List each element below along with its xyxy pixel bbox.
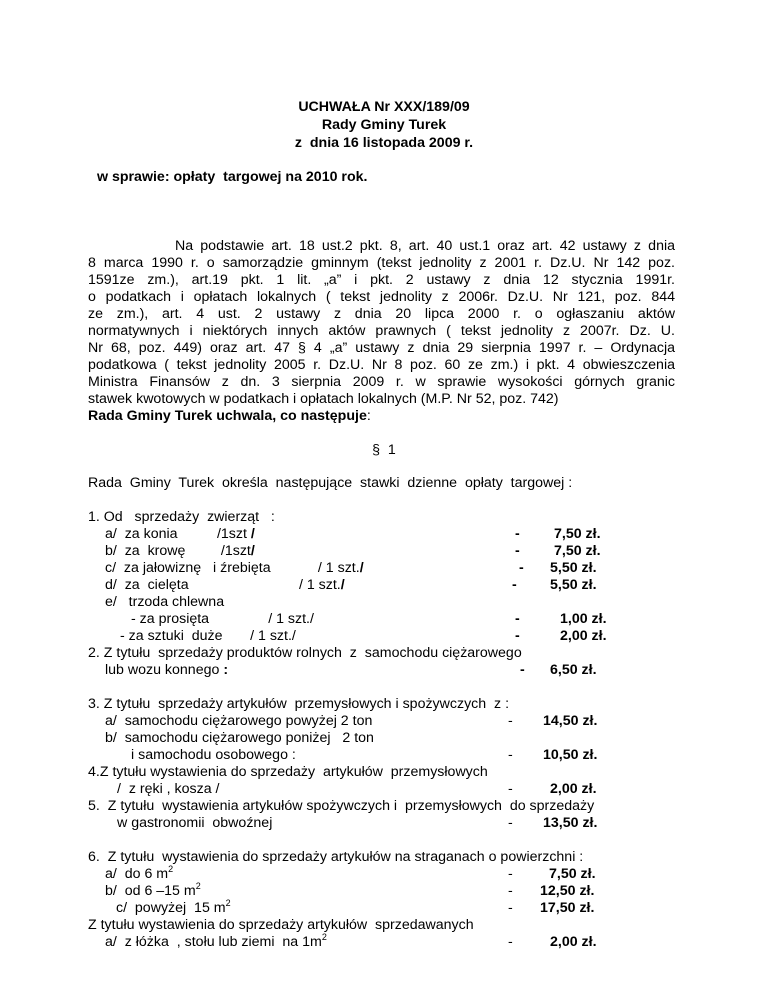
item-1b-slash: / <box>250 543 255 559</box>
price-dash: - <box>508 883 513 899</box>
item-7-heading: Z tytułu wystawienia do sprzedaży artykułów sprzedawanych <box>88 917 474 933</box>
price-item-6c: 17,50 zł. <box>540 900 595 916</box>
item-6c-text: c/ powyżej 15 m <box>116 900 226 916</box>
price-item-1d: 5,50 zł. <box>550 577 597 593</box>
preamble-line: Na podstawie art. 18 ust.2 pkt. 8, art. 40 ust.1 oraz art. 42 ustawy z dnia <box>175 238 675 254</box>
price-item-5: 13,50 zł. <box>543 815 598 831</box>
preamble-line: 1591ze zm.), art.19 pkt. 1 lit. „a” i pkt. 2 ustawy z dnia 12 stycznia 1991r. <box>88 272 675 288</box>
section-mark: § 1 <box>372 442 396 458</box>
item-3b: b/ samochodu ciężarowego poniżej 2 ton <box>105 730 374 746</box>
item-1c <box>105 560 364 577</box>
item-1e-large: - za sztuki duże / 1 szt./ <box>120 628 296 644</box>
price-item-1a: 7,50 zł. <box>554 526 601 542</box>
document-title: UCHWAŁA Nr XXX/189/09 <box>298 99 470 115</box>
price-item-3b: 10,50 zł. <box>543 747 598 763</box>
price-dash: - <box>520 662 525 678</box>
item-3a: a/ samochodu ciężarowego powyżej 2 ton <box>105 713 373 729</box>
price-item-1e-large: 2,00 zł. <box>560 628 607 644</box>
item-1e-piglets: - za prosięta / 1 szt./ <box>131 611 314 627</box>
item-1d-slash: / <box>340 577 345 593</box>
price-item-6a: 7,50 zł. <box>549 866 596 882</box>
item-6b-text: b/ od 6 –15 m <box>105 883 196 899</box>
item-6a-text: a/ do 6 m <box>105 866 169 882</box>
price-dash: - <box>508 781 513 797</box>
item-4-heading: 4.Z tytułu wystawienia do sprzedaży artykułów przemysłowych <box>88 764 488 780</box>
price-item-1b: 7,50 zł. <box>554 543 601 559</box>
price-dash: - <box>508 866 513 882</box>
price-item-2: 6,50 zł. <box>550 662 597 678</box>
item-1a-text: a/ za konia /1szt <box>105 526 247 542</box>
price-dash: - <box>515 526 520 542</box>
item-6c-sup: 2 <box>225 898 231 908</box>
price-item-1c: 5,50 zł. <box>550 560 597 576</box>
price-item-6b: 12,50 zł. <box>540 883 595 899</box>
price-dash: - <box>512 577 517 593</box>
item-7a <box>105 934 327 951</box>
item-6a <box>105 866 173 883</box>
item-1d <box>105 577 345 594</box>
item-2-line2-text: lub wozu konnego <box>105 662 224 678</box>
item-7a-sup: 2 <box>321 932 327 942</box>
price-item-3a: 14,50 zł. <box>543 713 598 729</box>
price-dash: - <box>508 713 513 729</box>
item-2-heading: 2. Z tytułu sprzedaży produktów rolnych z samochodu ciężarowego <box>88 645 522 661</box>
item-6b <box>105 883 201 900</box>
preamble-line: podatkowa ( tekst jednolity 2005 r. Dz.U. Nr 8 poz. 60 ze zm.) i pkt. 4 obwieszczenia <box>88 357 675 373</box>
item-6b-sup: 2 <box>195 881 201 891</box>
rates-intro: Rada Gminy Turek określa następujące stawki dzienne opłaty targowej : <box>88 475 573 491</box>
preamble-line: o podatkach i opłatach lokalnych ( tekst jednolity z 2006r. Dz.U. Nr 121, poz. 844 <box>88 289 675 305</box>
resolution-clause <box>88 408 371 425</box>
item-4-line2: / z ręki , kosza / <box>117 781 220 797</box>
preamble-line: Nr 68, poz. 449) oraz art. 47 § 4 „a” ustawy z dnia 29 sierpnia 1997 r. – Ordynacja <box>88 340 675 356</box>
item-1e: e/ trzoda chlewna <box>105 594 225 610</box>
item-6-heading: 6. Z tytułu wystawienia do sprzedaży artykułów na straganach o powierzchni : <box>88 849 584 865</box>
item-2-line2 <box>105 662 228 679</box>
document-issuer: Rady Gminy Turek <box>321 117 447 133</box>
item-1b <box>105 543 255 560</box>
price-dash: - <box>508 900 513 916</box>
preamble-line: Ministra Finansów z dn. 3 sierpnia 2009 r. w sprawie wysokości górnych granic <box>88 374 675 390</box>
price-item-4: 2,00 zł. <box>550 781 597 797</box>
item-1c-text: c/ za jałowiznę i źrebięta / 1 szt. <box>105 560 360 576</box>
price-dash: - <box>508 934 513 950</box>
resolution-clause-colon: : <box>366 408 371 424</box>
price-item-1e-piglets: 1,00 zł. <box>560 611 607 627</box>
preamble-line: normatywnych i niektórych innych aktów prawnych ( tekst jednolity z 2007r. Dz. U. <box>88 323 675 339</box>
resolution-clause-text: Rada Gminy Turek uchwala, co następuje <box>88 408 367 424</box>
price-item-7a: 2,00 zł. <box>550 934 597 950</box>
price-dash: - <box>508 815 513 831</box>
preamble-line: ze zm.), art. 4 ust. 2 ustawy z dnia 20 lipca 2000 r. o ogłaszaniu aktów <box>88 306 675 322</box>
item-6a-sup: 2 <box>168 864 174 874</box>
price-dash: - <box>508 747 513 763</box>
item-1a-slash: / <box>246 526 255 542</box>
item-1d-text: d/ za cielęta / 1 szt. <box>105 577 341 593</box>
preamble-line: 8 marca 1990 r. o samorządzie gminnym (tekst jednolity z 2001 r. Dz.U. Nr 142 poz. <box>88 255 675 271</box>
document-date: z dnia 16 listopada 2009 r. <box>294 135 474 151</box>
price-dash: - <box>515 628 520 644</box>
item-1c-slash: / <box>359 560 364 576</box>
item-3b-line2: i samochodu osobowego : <box>131 747 296 763</box>
item-1b-text: b/ za krowę /1szt <box>105 543 251 559</box>
item-2-colon: : <box>223 662 229 678</box>
item-5-heading: 5. Z tytułu wystawienia artykułów spożywczych i przemysłowych do sprzedaży <box>88 798 595 814</box>
item-6c <box>116 900 231 917</box>
price-dash: - <box>515 611 520 627</box>
item-1a <box>105 526 255 543</box>
preamble-line: stawek kwotowych w podatkach i opłatach lokalnych (M.P. Nr 52, poz. 742) <box>88 391 559 407</box>
item-3-heading: 3. Z tytułu sprzedaży artykułów przemysłowych i spożywczych z : <box>88 696 510 712</box>
item-7a-text: a/ z łóżka , stołu lub ziemi na 1m <box>105 934 322 950</box>
price-dash: - <box>519 560 524 576</box>
item-5-line2: w gastronomii obwoźnej <box>117 815 273 831</box>
item-1-heading: 1. Od sprzedaży zwierząt : <box>88 509 275 525</box>
document-subject: w sprawie: opłaty targowej na 2010 rok. <box>97 169 368 185</box>
price-dash: - <box>515 543 520 559</box>
